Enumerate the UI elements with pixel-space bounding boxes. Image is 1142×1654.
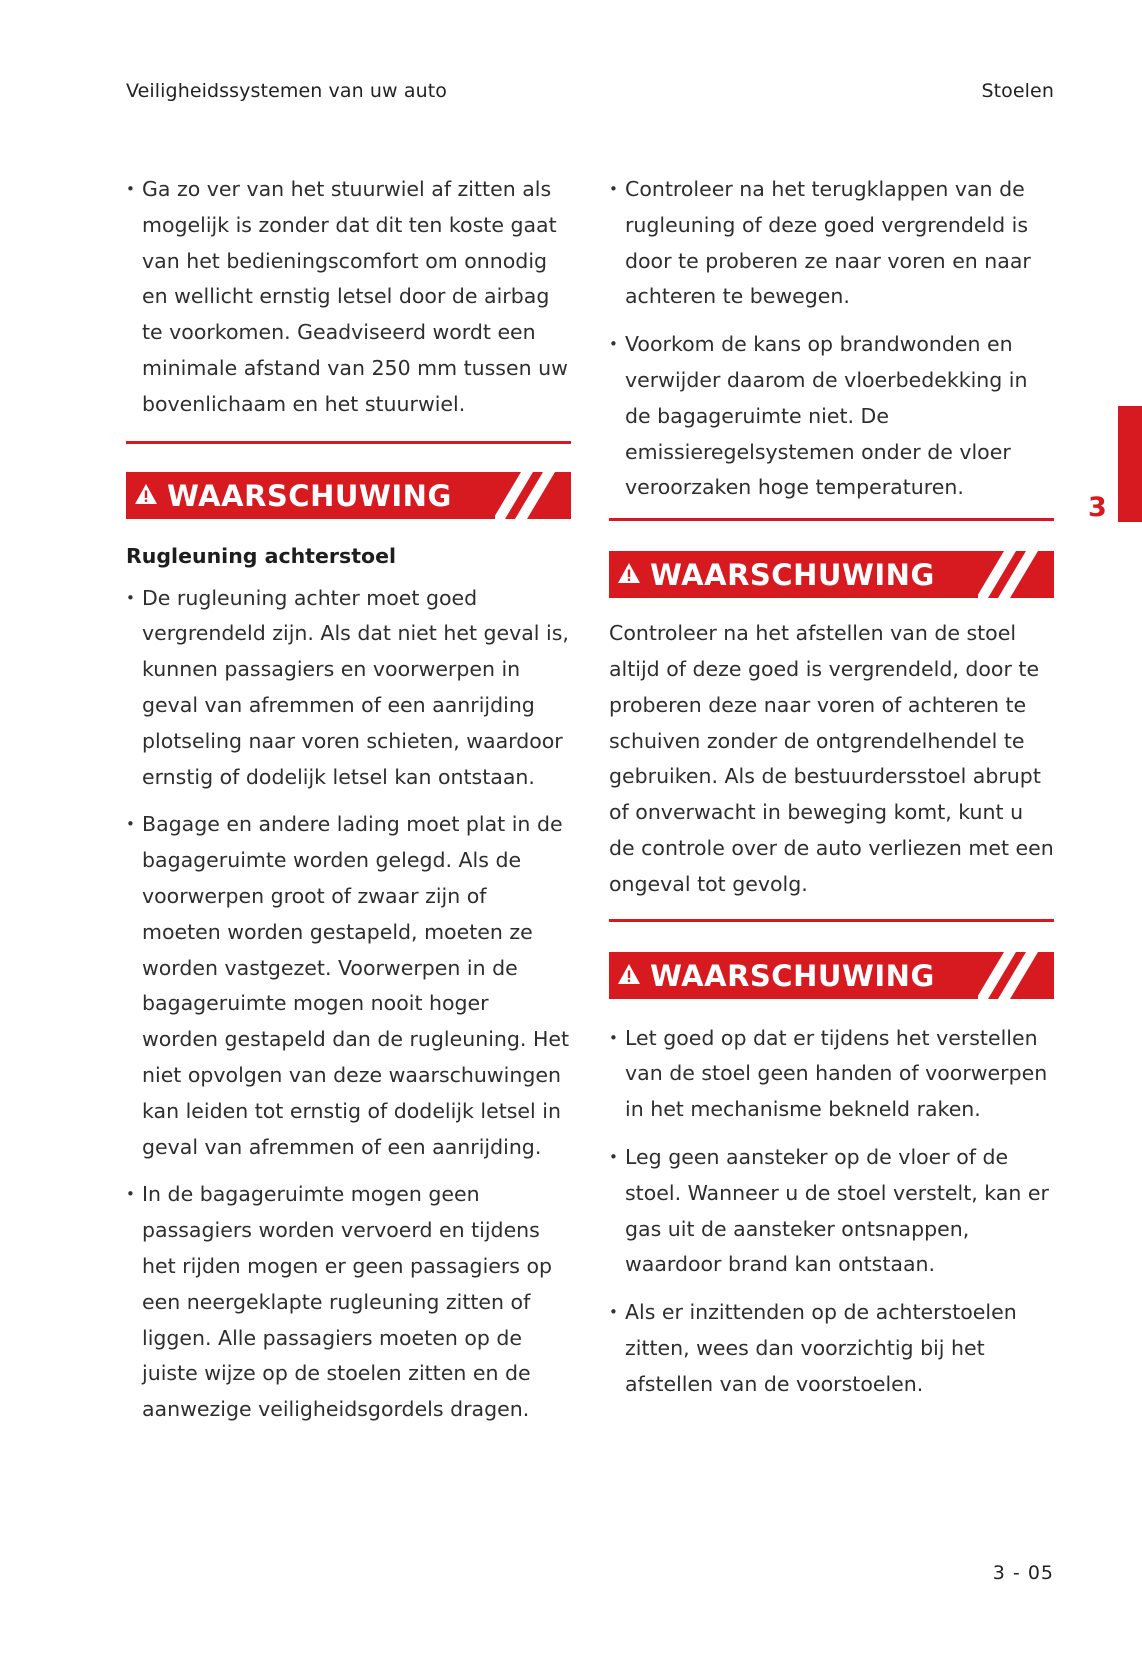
warning-paragraph: Controleer na het afstellen van de stoel altijd of deze goed is vergrendeld, door te proberen deze naar voren of achteren te schuiven zonder de ontgrendelhendel te gebruiken. Als de bestuurdersstoel abrupt of onverwacht in beweging komt, kunt u de controle over de auto verliezen met een ongeval tot gevolg. <box>609 621 1054 896</box>
warning-stripes-decoration <box>495 472 571 519</box>
section-divider <box>126 441 571 444</box>
warning-title: WAARSCHUWING <box>650 558 935 593</box>
running-header-section: Veiligheidssystemen van uw auto <box>126 80 447 102</box>
list-item: • Controleer na het terugklappen van de rugleuning of deze goed vergrendeld is door te proberen ze naar voren en naar achteren te bewegen. <box>609 172 1054 315</box>
chapter-tab <box>1118 406 1142 522</box>
section-divider <box>609 919 1054 922</box>
page-number: 3 - 05 <box>992 1562 1054 1584</box>
warning-title: WAARSCHUWING <box>167 478 452 513</box>
list-item: • De rugleuning achter moet goed vergrendeld zijn. Als dat niet het geval is, kunnen passagiers en voorwerpen in geval van afremmen of een aanrijding plotseling naar voren schieten, waardoor ernstig of dodelijk letsel kan ontstaan. <box>126 581 571 796</box>
warning-banner <box>609 551 1054 598</box>
section-divider <box>609 518 1054 521</box>
intro-bullet-list <box>609 172 1054 506</box>
warning-stripes-decoration <box>978 551 1054 598</box>
warning-bullet-list <box>609 1021 1054 1403</box>
intro-bullet-list <box>126 172 571 423</box>
list-item: • Voorkom de kans op brandwonden en verwijder daarom de vloerbedekking in de bagageruimte niet. De emissieregelsystemen onder de vloer veroorzaken hoge temperaturen. <box>609 327 1054 506</box>
warning-bullet-list <box>126 581 571 1428</box>
warning-triangle-icon <box>617 562 641 584</box>
list-item: • Bagage en andere lading moet plat in de bagageruimte worden gelegd. Als de voorwerpen groot of zwaar zijn of moeten worden gestapeld, moeten ze worden vastgezet. Voorwerpen in de bagageruimte mogen nooit hoger worden gestapeld dan de rugleuning. Het niet opvolgen van deze waarschuwingen kan leiden tot ernstig of dodelijk letsel in geval van afremmen of een aanrijding. <box>126 807 571 1165</box>
warning-triangle-icon <box>134 483 158 505</box>
list-item: • Let goed op dat er tijdens het verstellen van de stoel geen handen of voorwerpen in het mechanisme bekneld raken. <box>609 1021 1054 1128</box>
warning-title: WAARSCHUWING <box>650 958 935 993</box>
right-column <box>609 172 1054 1415</box>
list-item: • In de bagageruimte mogen geen passagiers worden vervoerd en tijdens het rijden mogen er geen passagiers op een neergeklapte rugleuning zitten of liggen. Alle passagiers moeten op de juiste wijze op de stoelen zitten en de aanwezige veiligheidsgordels dragen. <box>126 1177 571 1428</box>
left-column <box>126 172 571 1440</box>
chapter-number: 3 <box>1088 492 1107 523</box>
list-item: • Als er inzittenden op de achterstoelen zitten, wees dan voorzichtig bij het afstellen van de voorstoelen. <box>609 1295 1054 1402</box>
warning-triangle-icon <box>617 963 641 985</box>
running-header-topic: Stoelen <box>981 80 1054 102</box>
list-item: • Ga zo ver van het stuurwiel af zitten als mogelijk is zonder dat dit ten koste gaat van het bedieningscomfort om onnodig en wellicht ernstig letsel door de airbag te voorkomen. Geadviseerd wordt een minimale afstand van 250 mm tussen uw bovenlichaam en het stuurwiel. <box>126 172 571 423</box>
warning-banner <box>126 472 571 519</box>
list-item: • Leg geen aansteker op de vloer of de stoel. Wanneer u de stoel verstelt, kan er gas uit de aansteker ontsnappen, waardoor brand kan ontstaan. <box>609 1140 1054 1283</box>
subheading: Rugleuning achterstoel <box>126 543 397 568</box>
warning-stripes-decoration <box>978 952 1054 999</box>
warning-banner <box>609 952 1054 999</box>
